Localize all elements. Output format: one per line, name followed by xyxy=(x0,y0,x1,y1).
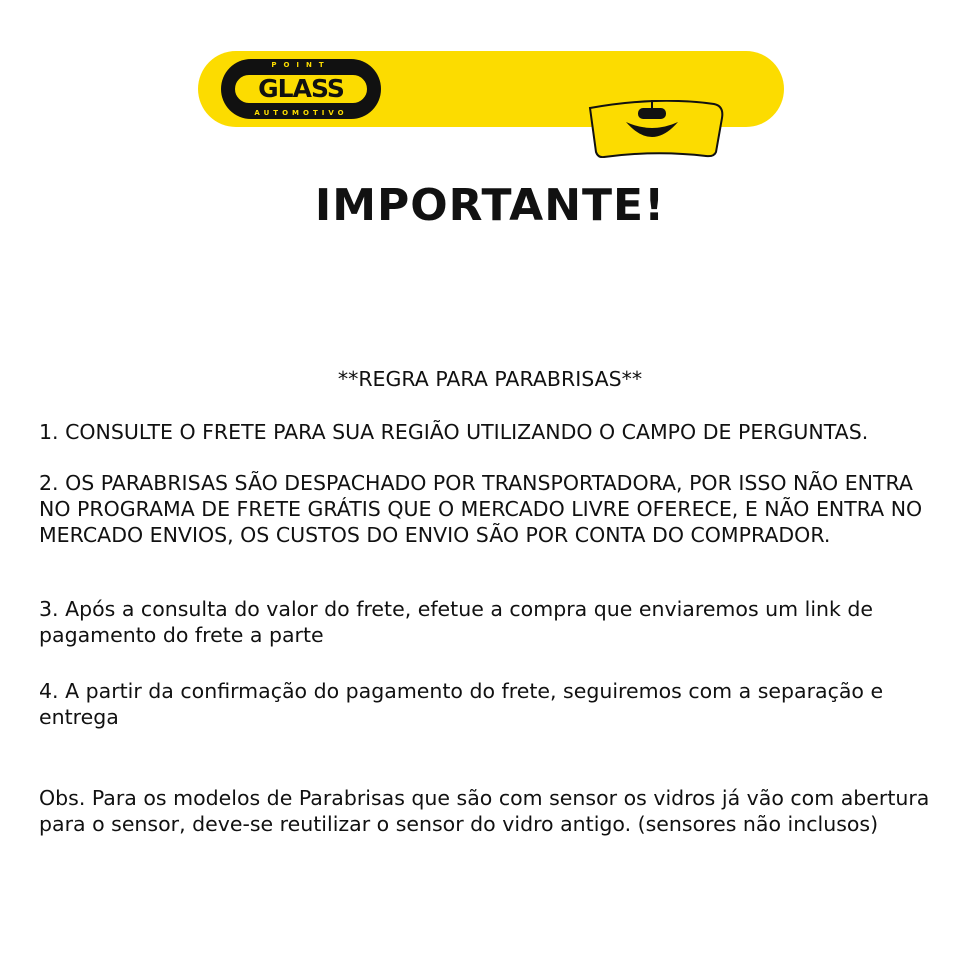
rule-item-1: 1. CONSULTE O FRETE PARA SUA REGIÃO UTILIZANDO O CAMPO DE PERGUNTAS. xyxy=(39,420,869,444)
logo-main-text: GLASS xyxy=(258,74,344,103)
logo-bottom-text: AUTOMOTIVO xyxy=(254,109,348,117)
rule-title: **REGRA PARA PARABRISAS** xyxy=(337,367,643,391)
logo-top-text: POINT xyxy=(271,61,331,69)
page-heading: IMPORTANTE! xyxy=(314,180,666,231)
rule-item-2: 2. OS PARABRISAS SÃO DESPACHADO POR TRANSPORTADORA, POR ISSO NÃO ENTRA NO PROGRAMA DE FRETE GRÁTIS QUE O MERCADO LIVRE OFERECE, E NÃO ENTRA NO MERCADO ENVIOS, OS CUSTOS DO ENVIO SÃO POR CONTA DO COMPRADOR. xyxy=(39,471,923,547)
windshield-mascot-icon xyxy=(586,100,726,158)
rule-item-4: 4. A partir da confirmação do pagamento do frete, seguiremos com a separação e entrega xyxy=(39,679,884,729)
rule-item-3: 3. Após a consulta do valor do frete, efetue a compra que enviaremos um link de pagamento do frete a parte xyxy=(39,597,874,647)
obs-note: Obs. Para os modelos de Parabrisas que são com sensor os vidros já vão com abertura para o sensor, deve-se reutilizar o sensor do vidro antigo. (sensores não inclusos) xyxy=(39,786,930,836)
point-glass-logo xyxy=(221,59,381,119)
